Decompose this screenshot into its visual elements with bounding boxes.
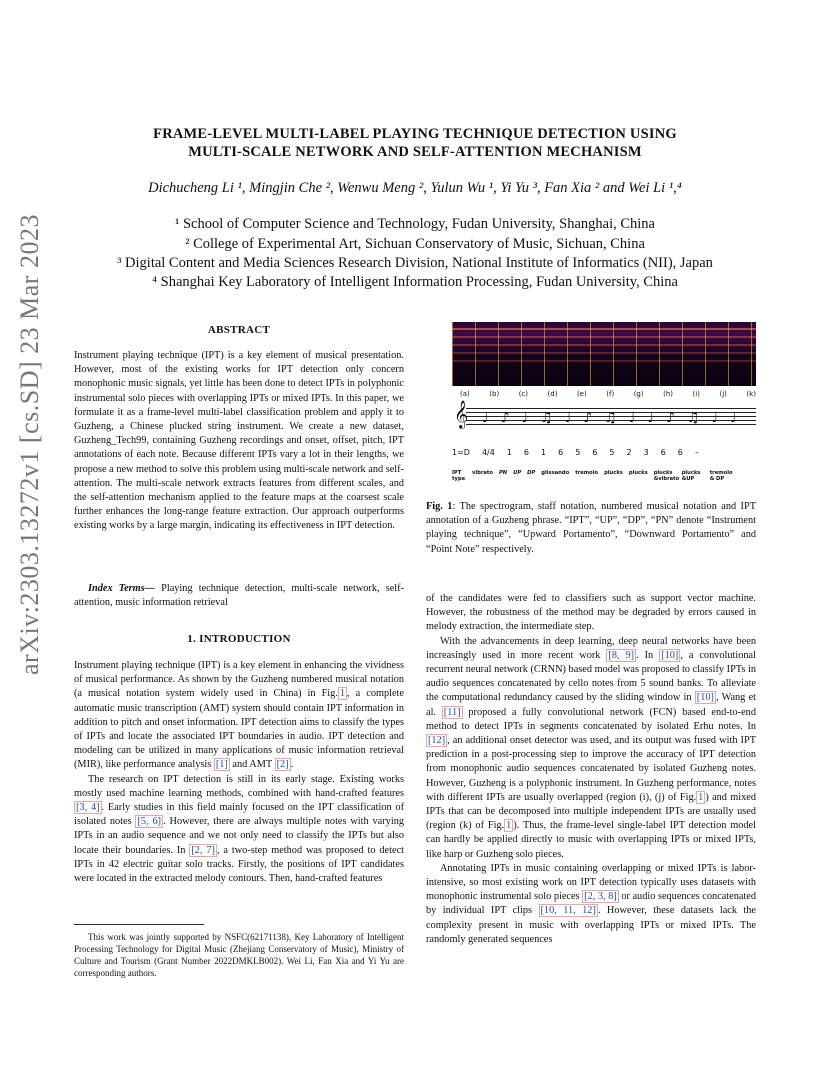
abstract-heading: ABSTRACT bbox=[207, 324, 271, 336]
citation-link[interactable]: [10] bbox=[661, 649, 679, 661]
citation-link[interactable]: [3, 4] bbox=[76, 802, 100, 814]
notes-icon: ♩♪♩♫♩♪♫♩♩♪♫♩♩ bbox=[482, 410, 749, 426]
introduction-heading: 1. INTRODUCTION bbox=[187, 633, 291, 645]
right-column-body bbox=[426, 592, 756, 947]
paragraph: Annotating IPTs in music containing overlapping or mixed IPTs is labor-intensive, so most existing work on IPT detection typically uses datasets with monophonic instrumental solo pieces [2, 3, 8] or audio sequences concatenated by individual IPT clips [10, 11, 12] . However, these datasets lack the complexity present in music with overlapping IPTs or mixed IPTs. The randomly generated sequences bbox=[426, 862, 757, 945]
title-line-1: FRAME-LEVEL MULTI-LABEL PLAYING TECHNIQUE DETECTION USING bbox=[153, 126, 677, 142]
index-terms-text: Playing technique detection, multi-scale network, self-attention, music information retrieval bbox=[74, 583, 404, 609]
affiliation-4: ⁴ Shanghai Key Laboratory of Intelligent Information Processing, Fudan University, China bbox=[151, 274, 678, 290]
citation-link[interactable]: [10] bbox=[696, 692, 714, 704]
citation-link[interactable]: [11] bbox=[443, 706, 461, 718]
numbered-notation: 1=D 4/4 1 6 1 6 5 6 5 2 3 6 6 – bbox=[452, 448, 699, 457]
citation-link[interactable]: [8, 9] bbox=[608, 649, 635, 661]
figure-label: Fig. 1 bbox=[426, 501, 453, 512]
region-labels: (a) (b) (c) (d) (e) (f) (g) (h) (i) (j) (k) bbox=[460, 390, 756, 398]
treble-clef-icon: 𝄞 bbox=[454, 400, 469, 428]
affiliation-1: ¹ School of Computer Science and Technology, Fudan University, Shanghai, China bbox=[174, 216, 655, 232]
citation-link[interactable]: [1] bbox=[215, 759, 228, 771]
abstract-body: Instrument playing technique (IPT) is a key element of musical presentation. However, most of the existing works for IPT detection only concern monophonic music signals, yet little has been done to detect IPTs in polyphonic instrumental solo pieces with overlapping IPTs or mixed IPTs. In this paper, we formulate it as a frame-level multi-label classification problem and apply it to Guzheng, a Chinese plucked string instrument. We create a new dataset, Guzheng_Tech99, containing Guzheng recordings and onset, offset, pitch, IPT annotations of each note. Because different IPTs vary a lot in their lengths, we propose a new method to solve this problem using multi-scale network and self-attention. The multi-scale network extracts features from different scales, and the self-attention mechanism applied to the feature maps at the coarsest scale further enhances the long-range feature extraction. Our approach outperforms existing works by a large margin, indicating its effectiveness in IPT detection. bbox=[74, 350, 405, 532]
spectrogram-image bbox=[452, 322, 756, 386]
paper-title bbox=[90, 125, 740, 161]
figure-ref-link[interactable]: 1 bbox=[698, 791, 704, 803]
affiliation-2: ² College of Experimental Art, Sichuan Conservatory of Music, Sichuan, China bbox=[185, 236, 645, 252]
index-terms-label: Index Terms— bbox=[88, 583, 155, 594]
author-list: Dichucheng Li ¹, Mingjin Che ², Wenwu Meng ², Yulun Wu ¹, Yi Yu ³, Fan Xia ² and Wei Li ¹,⁴ bbox=[148, 180, 682, 196]
footnote-rule bbox=[74, 924, 204, 925]
ipt-annotation-row: IPT type vibrato PN UP DP glissando tremolo plucks plucks plucks &vibrato plucks &UP tremolo & DP bbox=[452, 470, 733, 482]
music-notation-figure bbox=[452, 388, 756, 496]
index-terms bbox=[74, 582, 404, 610]
ipt-row-label: IPT type bbox=[452, 470, 466, 482]
intro-paragraph-1: Instrument playing technique (IPT) is a key element in enhancing the vividness of musical performance. As shown by the Guzheng numbered musical notation (a musical notation system widely used in China) in Fig. 1 , a complete automatic music transcription (AMT) system should contain IPT information in addition to pitch and onset information. IPT detection aims to classify the types of IPTs and locate the associated IPT boundaries in audio. IPT detection and modeling can be utilized in many applications of music information retrieval (MIR), like performance analysis [1] and AMT [2] . bbox=[74, 660, 404, 771]
figure-caption bbox=[426, 500, 756, 557]
footnote: This work was jointly supported by NSFC(62171138), Key Laboratory of Intelligent Processing Technology for Digital Music (Zhejiang Conservatory of Music), Ministry of Culture and Tourism (Grant Number 2022DMKLB002). Wei Li, Fan Xia and Yi Yu are corresponding authors. bbox=[74, 932, 404, 978]
citation-link[interactable]: [2, 3, 8] bbox=[584, 891, 617, 903]
affiliation-3: ³ Digital Content and Media Sciences Research Division, National Institute of Informatics (NII), Japan bbox=[117, 255, 713, 271]
citation-link[interactable]: [2] bbox=[276, 759, 289, 771]
figure-caption-text: : The spectrogram, staff notation, numbered musical notation and IPT annotation of a Guzheng phrase. “IPT”, “UP”, “DP”, “PN” denote “Instrument playing technique”, “Upward Portamento”, “Downward Portamento” and “Point Note” respectively. bbox=[426, 501, 756, 555]
citation-link[interactable]: [10, 11, 12] bbox=[540, 905, 596, 917]
arxiv-identifier: arXiv:2303.13272v1 [cs.SD] 23 Mar 2023 bbox=[15, 214, 44, 675]
paragraph: With the advancements in deep learning, deep neural networks have been increasingly used in more recent work [8, 9] . In [10] , a convolutional recurrent neural network (CRNN) based model was proposed to classify IPTs in audio sequences concatenated by cello notes from 5 sound banks. To alleviate the computational redundancy caused by the sliding window in [10] , Wang et al. [11] proposed a fully convolutional network (FCN) based end-to-end method to detect IPTs in segments concatenated by isolated Erhu notes. In [12] , an additional onset detector was used, and its output was fused with IPT prediction in a post-processing step to improve the accuracy of IPT detection from monophonic audio sequences concatenated by isolated Guzheng notes. However, Guzheng is a polyphonic instrument. In Guzheng performance, notes with different IPTs are usually overlapped (region (i), (j) of Fig. 1 ) and mixed IPTs that can be decomposed into multiple independent IPTs are usually used (region (k) of Fig. 1 ). Thus, the frame-level single-label IPT detection model can hardly be applied directly to music with overlapping IPTs or mixed IPTs, like harp or Guzheng solo pieces. bbox=[426, 635, 756, 860]
introduction-body bbox=[74, 659, 404, 886]
title-line-2: MULTI-SCALE NETWORK AND SELF-ATTENTION MECHANISM bbox=[188, 144, 642, 160]
citation-link[interactable]: [5, 6] bbox=[137, 816, 162, 828]
figure-ref-link[interactable]: 1 bbox=[506, 820, 512, 832]
citation-link[interactable]: [12] bbox=[428, 735, 446, 747]
citation-link[interactable]: [2, 7] bbox=[191, 844, 215, 856]
intro-paragraph-2: The research on IPT detection is still in its early stage. Existing works mostly used machine learning methods, combined with hand-crafted features [3, 4] . Early studies in this field mainly focused on the IPT classification of isolated notes [5, 6] . However, there are always multiple notes with varying IPTs in an audio sequence and we not only need to classify the IPTs but also locate their boundaries. In [2, 7] , a two-step method was proposed to detect IPTs in 42 electric guitar solo tracks. Firstly, the positions of IPT candidates were located in the extracted melody contours. Then, hand-crafted features bbox=[74, 773, 404, 885]
paragraph: of the candidates were fed to classifiers such as support vector machine. However, the robustness of the method may be degraded by errors caused in melody extraction, the intermediate step. bbox=[426, 593, 756, 633]
figure-ref-link[interactable]: 1 bbox=[339, 688, 346, 700]
